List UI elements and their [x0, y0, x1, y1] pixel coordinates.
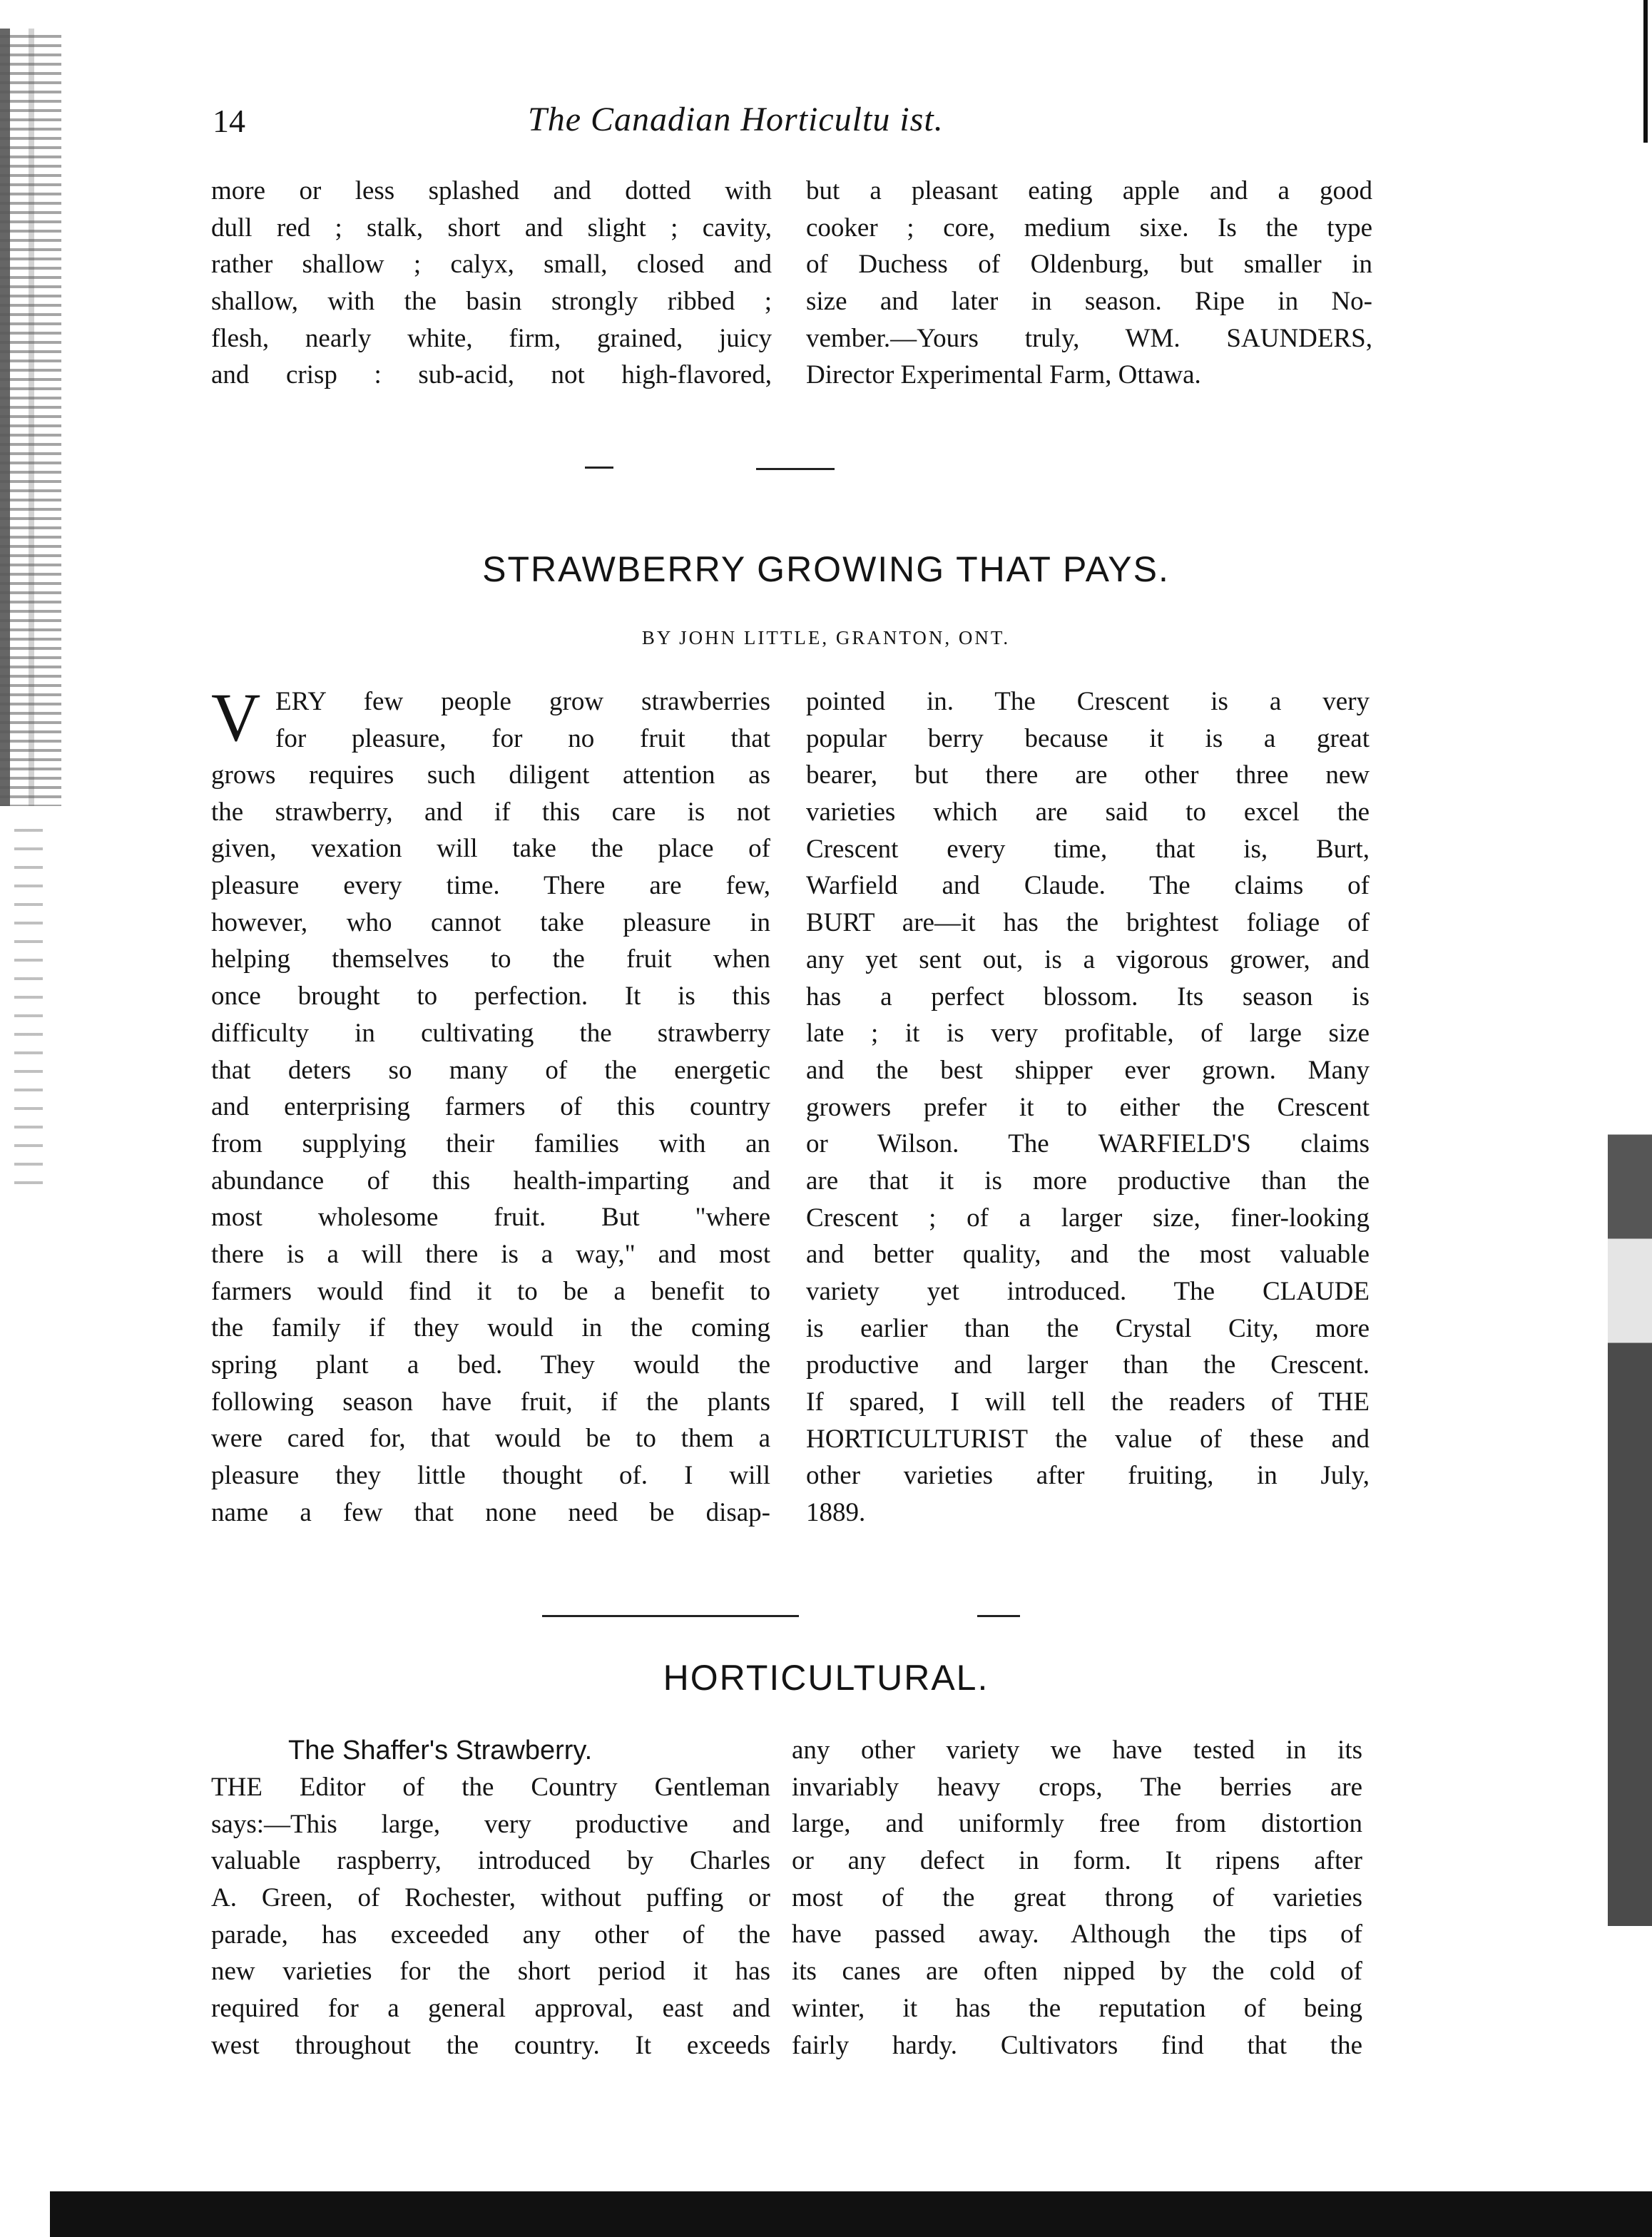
text-line: 1889.	[806, 1498, 866, 1528]
text-line: any other variety we have tested in its	[792, 1736, 1362, 1765]
scan-edge-right-top	[1622, 0, 1648, 143]
text-line: required for a general approval, east and	[211, 1994, 770, 2024]
text-line: more or less splashed and dotted with	[211, 176, 772, 205]
text-line: most of the great throng of varieties	[792, 1882, 1362, 1912]
text-line: are that it is more productive than the	[806, 1166, 1370, 1196]
text-line: THE Editor of the Country Gentleman	[211, 1773, 770, 1802]
text-line: however, who cannot take pleasure in	[211, 907, 770, 937]
text-line: varieties which are said to excel the	[806, 798, 1370, 827]
article-right-column	[806, 683, 1370, 1532]
text-line: If spared, I will tell the readers of THE	[806, 1387, 1370, 1417]
text-line: west throughout the country. It exceeds	[211, 2030, 770, 2060]
text-line: farmers would find it to be a benefit to	[211, 1276, 770, 1306]
text-line: invariably heavy crops, The berries are	[792, 1772, 1362, 1802]
divider-2	[542, 1615, 799, 1617]
text-line: any yet sent out, is a vigorous grower, and	[806, 944, 1370, 974]
text-line: the family if they would in the coming	[211, 1313, 770, 1343]
text-line: parade, has exceeded any other of the	[211, 1920, 770, 1950]
article-title: STRAWBERRY GROWING THAT PAYS.	[482, 549, 1170, 589]
text-line: ERY few people grow strawberries	[275, 687, 770, 716]
divider-1b	[756, 468, 835, 470]
text-line: growers prefer it to either the Crescent	[806, 1092, 1370, 1122]
text-line: pointed in. The Crescent is a very	[806, 687, 1370, 716]
article-byline: BY JOHN LITTLE, GRANTON, ONT.	[641, 627, 1011, 648]
text-line: most wholesome fruit. But "where	[211, 1203, 770, 1233]
text-line: its canes are often nipped by the cold of	[792, 1957, 1362, 1987]
article2-right-column	[792, 1732, 1362, 2064]
text-line: popular berry because it is a great	[806, 723, 1370, 753]
text-line: fairly hardy. Cultivators find that the	[792, 2030, 1362, 2060]
article2-left-column	[211, 1769, 770, 2064]
text-line: vember.—Yours truly, WM. SAUNDERS,	[806, 323, 1372, 353]
article-left-first-lines	[275, 683, 770, 757]
text-line: or Wilson. The WARFIELD'S claims	[806, 1129, 1370, 1159]
text-line: of Duchess of Oldenburg, but smaller in	[806, 250, 1372, 280]
text-line: and better quality, and the most valuable	[806, 1240, 1370, 1270]
text-line: from supplying their families with an	[211, 1128, 770, 1158]
scan-edge-left	[0, 29, 61, 806]
text-line: valuable raspberry, introduced by Charles	[211, 1846, 770, 1876]
text-line: shallow, with the basin strongly ribbed ;	[211, 287, 772, 317]
text-line: and crisp : sub-acid, not high-flavored,	[211, 360, 772, 390]
text-line: once brought to perfection. It is this	[211, 982, 770, 1012]
text-line: difficulty in cultivating the strawberry	[211, 1018, 770, 1048]
journal-title: The Canadian Horticultu ist.	[528, 101, 944, 138]
text-line: there is a will there is a way," and most	[211, 1239, 770, 1269]
text-line: or any defect in form. It ripens after	[792, 1846, 1362, 1876]
text-line: has a perfect blossom. Its season is	[806, 982, 1370, 1012]
text-line: variety yet introduced. The CLAUDE	[806, 1277, 1370, 1306]
text-line: spring plant a bed. They would the	[211, 1350, 770, 1380]
text-line: says:—This large, very productive and	[211, 1809, 770, 1839]
text-line: rather shallow ; calyx, small, closed and	[211, 250, 772, 280]
scan-edge-bottom	[50, 2191, 1652, 2237]
drop-cap: V	[211, 679, 261, 755]
text-line: late ; it is very profitable, of large size	[806, 1019, 1370, 1049]
text-line: other varieties after fruiting, in July,	[806, 1461, 1370, 1491]
scan-edge-right	[1608, 885, 1652, 1926]
text-line: pleasure they little thought of. I will	[211, 1461, 770, 1491]
article-left-column	[211, 757, 770, 1531]
text-line: following season have fruit, if the plants	[211, 1387, 770, 1417]
text-line: dull red ; stalk, short and slight ; cavity,	[211, 213, 772, 243]
text-line: have passed away. Although the tips of	[792, 1920, 1362, 1950]
text-line: were cared for, that would be to them a	[211, 1424, 770, 1454]
text-line: Director Experimental Farm, Ottawa.	[806, 360, 1201, 390]
text-line: Warfield and Claude. The claims of	[806, 871, 1370, 901]
text-line: A. Green, of Rochester, without puffing or	[211, 1883, 770, 1913]
text-line: is earlier than the Crystal City, more	[806, 1313, 1370, 1343]
divider-2b	[977, 1615, 1020, 1617]
text-line: but a pleasant eating apple and a good	[806, 176, 1372, 205]
text-line: for pleasure, for no fruit that	[275, 723, 770, 753]
text-line: flesh, nearly white, firm, grained, juicy	[211, 323, 772, 353]
text-line: the strawberry, and if this care is not	[211, 797, 770, 827]
divider-1	[585, 467, 613, 469]
text-line: size and later in season. Ripe in No-	[806, 287, 1372, 317]
scan-edge-left-lower	[14, 813, 43, 1198]
text-line: that deters so many of the energetic	[211, 1055, 770, 1085]
text-line: helping themselves to the fruit when	[211, 944, 770, 974]
text-line: large, and uniformly free from distortion	[792, 1809, 1362, 1839]
section-title: HORTICULTURAL.	[663, 1658, 989, 1698]
article-subtitle: The Shaffer's Strawberry.	[288, 1736, 593, 1765]
text-line: name a few that none need be disap-	[211, 1497, 770, 1527]
text-line: cooker ; core, medium sixe. Is the type	[806, 213, 1372, 243]
intro-right-column	[806, 173, 1372, 394]
intro-left-column	[211, 173, 772, 394]
text-line: grows requires such diligent attention as	[211, 760, 770, 790]
text-line: Crescent ; of a larger size, finer-looking	[806, 1203, 1370, 1233]
text-line: Crescent every time, that is, Burt,	[806, 834, 1370, 864]
text-line: and enterprising farmers of this country	[211, 1092, 770, 1122]
text-line: and the best shipper ever grown. Many	[806, 1055, 1370, 1085]
text-line: given, vexation will take the place of	[211, 834, 770, 864]
text-line: winter, it has the reputation of being	[792, 1993, 1362, 2023]
text-line: BURT are—it has the brightest foliage of	[806, 908, 1370, 938]
text-line: HORTICULTURIST the value of these and	[806, 1424, 1370, 1454]
text-line: abundance of this health-imparting and	[211, 1166, 770, 1196]
text-line: new varieties for the short period it has	[211, 1957, 770, 1987]
page-number: 14	[213, 103, 245, 139]
text-line: productive and larger than the Crescent.	[806, 1350, 1370, 1380]
text-line: bearer, but there are other three new	[806, 760, 1370, 790]
text-line: pleasure every time. There are few,	[211, 871, 770, 901]
